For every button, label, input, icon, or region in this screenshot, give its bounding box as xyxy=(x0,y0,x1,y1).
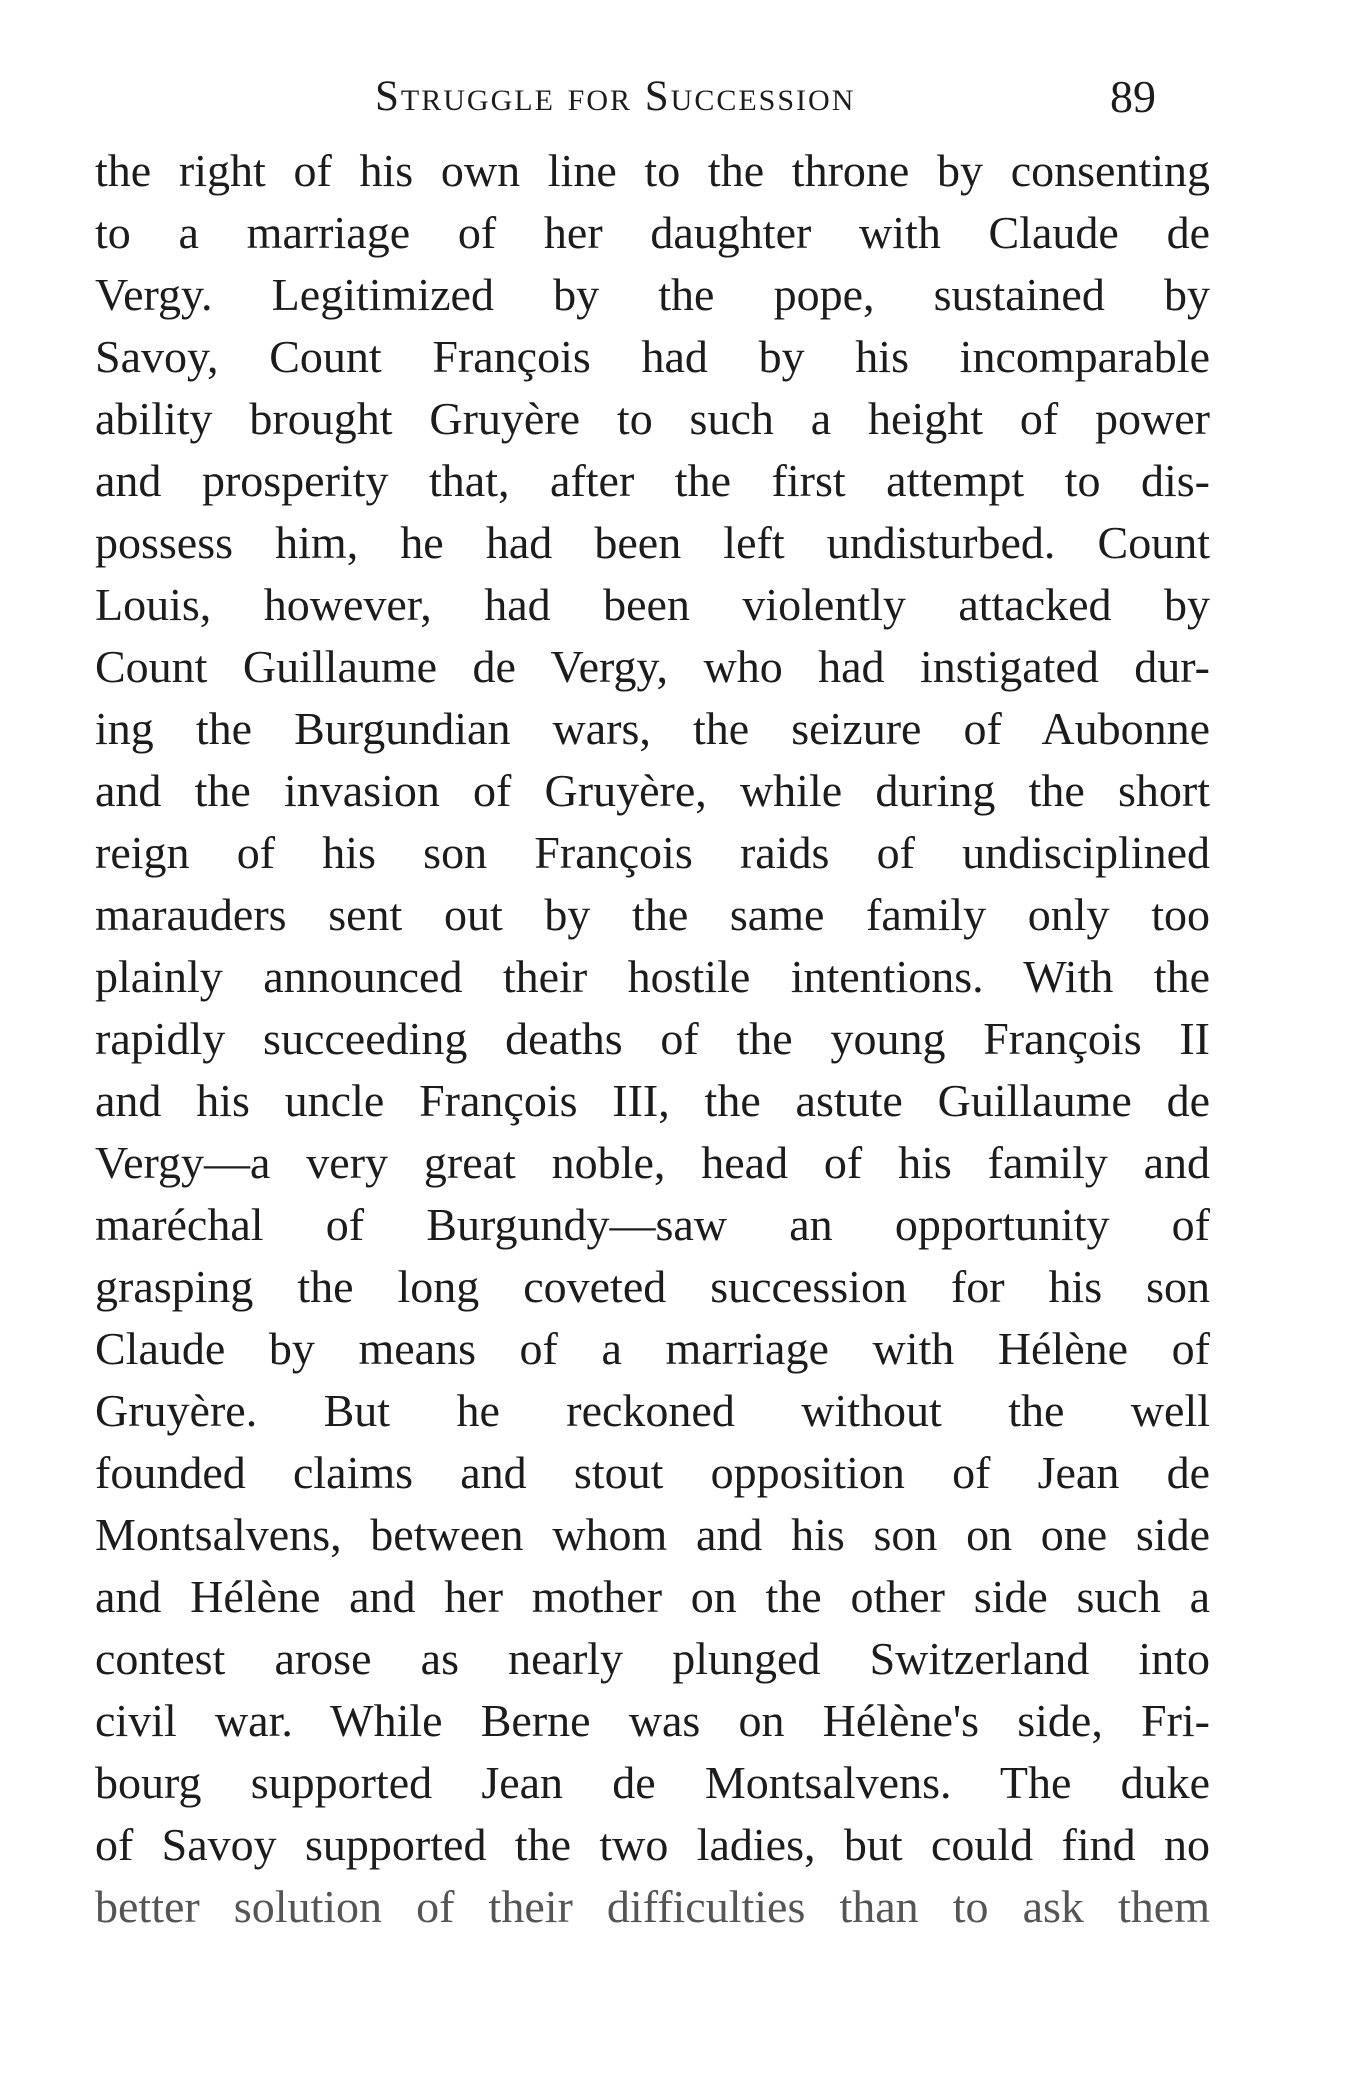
text-line: Claude by means of a marriage with Hélène of xyxy=(95,1323,1210,1374)
text-line: rapidly succeeding deaths of the young François II xyxy=(95,1013,1210,1064)
text-line: possess him, he had been left undisturbed. Count xyxy=(95,517,1210,568)
text-line: of Savoy supported the two ladies, but could find no xyxy=(95,1819,1210,1870)
text-line: Count Guillaume de Vergy, who had instigated dur- xyxy=(95,641,1210,692)
text-line: civil war. While Berne was on Hélène's side, Fri- xyxy=(95,1695,1210,1746)
text-line: ability brought Gruyère to such a height of power xyxy=(95,393,1210,444)
text-line: contest arose as nearly plunged Switzerland into xyxy=(95,1633,1210,1684)
text-line: Louis, however, had been violently attacked by xyxy=(95,579,1210,630)
text-line: reign of his son François raids of undisciplined xyxy=(95,827,1210,878)
text-line: and the invasion of Gruyère, while during the short xyxy=(95,765,1210,816)
text-line: plainly announced their hostile intentions. With the xyxy=(95,951,1210,1002)
page-number: 89 xyxy=(1110,71,1156,122)
text-line: better solution of their difficulties than to ask them xyxy=(95,1881,1210,1932)
text-line: grasping the long coveted succession for his son xyxy=(95,1261,1210,1312)
text-line: Montsalvens, between whom and his son on one side xyxy=(95,1509,1210,1560)
text-line: and Hélène and her mother on the other side such a xyxy=(95,1571,1210,1622)
body-text xyxy=(95,140,1210,1938)
running-head: Struggle for Succession xyxy=(375,73,856,120)
text-line: Savoy, Count François had by his incomparable xyxy=(95,331,1210,382)
text-line: to a marriage of her daughter with Claude de xyxy=(95,207,1210,258)
text-line: maréchal of Burgundy—saw an opportunity of xyxy=(95,1199,1210,1250)
text-line: Gruyère. But he reckoned without the well xyxy=(95,1385,1210,1436)
text-line: bourg supported Jean de Montsalvens. The duke xyxy=(95,1757,1210,1808)
text-line: marauders sent out by the same family only too xyxy=(95,889,1210,940)
text-line: Vergy—a very great noble, head of his family and xyxy=(95,1137,1210,1188)
text-line: ing the Burgundian wars, the seizure of Aubonne xyxy=(95,703,1210,754)
text-line: founded claims and stout opposition of Jean de xyxy=(95,1447,1210,1498)
text-line: and his uncle François III, the astute Guillaume de xyxy=(95,1075,1210,1126)
text-line: Vergy. Legitimized by the pope, sustained by xyxy=(95,269,1210,320)
text-line: the right of his own line to the throne by consenting xyxy=(95,145,1210,196)
text-line: and prosperity that, after the first attempt to dis- xyxy=(95,455,1210,506)
